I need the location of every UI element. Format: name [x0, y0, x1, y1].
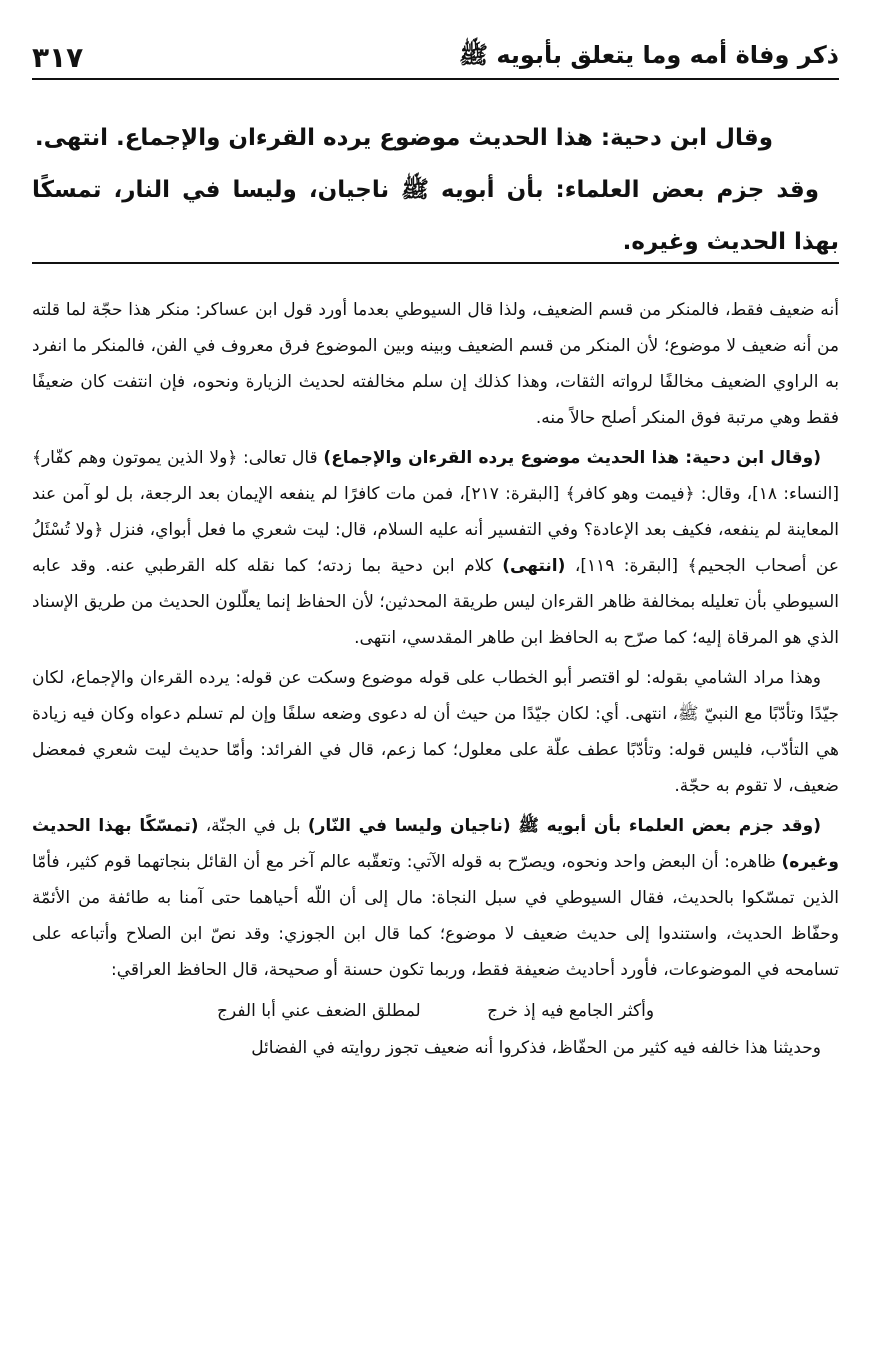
- page-header: [32, 36, 839, 80]
- section-divider: [32, 262, 839, 264]
- commentary-paragraph: [32, 440, 839, 656]
- main-paragraph: وقد جزم بعض العلماء: بأن أبويه ﷺ ناجيان، وليسا في النار، تمسكًا بهذا الحديث وغيره.: [32, 177, 839, 255]
- verse-first-hemistich: وأكثر الجامع فيه إذ خرج: [487, 1001, 655, 1021]
- commentary-paragraph: أنه ضعيف فقط، فالمنكر من قسم الضعيف، ولذا قال السيوطي بعدما أورد قول ابن عساكر: منكر هذا حجّة لما قلته من أنه ضعيف لا موضوع؛ لأن المنكر من قسم الضعيف وبينه وبين الموضوع فرق معروف في الفن، فالمنكر ما انفرد به الراوي الضعيف مخالفًا لرواته الثقات، وهذا كذلك إن سلم مخالفته لحديث الزيارة ونحوه، فإن انتفت كان ضعيفًا فقط وهي مرتبة فوق المنكر أصلح حالاً منه.: [32, 300, 839, 428]
- chapter-title: ذكر وفاة أمه وما يتعلق بأبويه ﷺ: [458, 40, 839, 69]
- commentary-text: قال تعالى: ﴿ولا الذين يموتون وهم كفّار﴾ [النساء: ١٨]، وقال: ﴿فيمت وهو كافر﴾ [البقرة: ٢١٧]، فمن مات كافرًا لم ينفعه الإيمان بعد الرجعة، بل لو آمن عند المعاينة لم ينفعه، فكيف بعد الإعادة؟ وفي التفسير أنه عليه السلام، قال: ليت شعري ما فعل أبواي، فنزل ﴿ولا تُسْئَلُ عن أصحاب الجحيم﴾ [البقرة: ١١٩]،: [32, 448, 839, 576]
- page-number: ٣١٧: [32, 40, 84, 74]
- main-paragraph: وقال ابن دحية: هذا الحديث موضوع يرده القرءان والإجماع. انتهى.: [34, 125, 773, 151]
- poetry-verse: [32, 992, 839, 1030]
- commentary-text: بل في الجنّة،: [198, 816, 308, 836]
- quoted-text: (وقال ابن دحية: هذا الحديث موضوع يرده القرءان والإجماع): [323, 448, 821, 468]
- commentary-paragraph: [32, 808, 839, 988]
- commentary-text: كلام ابن دحية بما زدته؛ كما نقله كله القرطبي عنه. وقد عابه السيوطي بأن تعليله بمخالفة ظاهر القرءان ليس طريقة المحدثين؛ لأن الحفاظ إنما يعلّلون الحديث من طريق الإسناد الذي هو المرقاة إليه؛ كما صرّح به الحافظ ابن طاهر المقدسي، انتهى.: [32, 556, 839, 648]
- quoted-text: (تمسّكًا بهذا الحديث وغيره): [32, 816, 839, 872]
- commentary: [32, 292, 839, 1070]
- commentary-paragraph: وهذا مراد الشامي بقوله: لو اقتصر أبو الخطاب على قوله موضوع وسكت عن قوله: يرده القرءان والإجماع، لكان جيّدًا وتأدّبًا مع النبيّ ﷺ، انتهى. أي: لكان جيّدًا من حيث أن له دعوى وضعه سلفًا وإن لم تسلم دعواه وكان فيه زيادة هي التأدّب، فليس قوله: وتأدّبًا عطف علّة على معلول؛ كما زعم، قال في الفرائد: وأمّا حديث ليت شعري فمعضل ضعيف، لا تقوم به حجّة.: [32, 668, 839, 796]
- commentary-text: ظاهره: أن البعض واحد ونحوه، ويصرّح به قوله الآتي: وتعقّبه عالم آخر مع أن القائل بنجاتهما قوم كثير، فأمّا الذين تمسّكوا بالحديث، فقال السيوطي في سبل النجاة: مال إلى أن اللّه أحياهما حتى آمنا به طائفة من الأئمّة وحفّاظ الحديث، واستندوا إلى حديث ضعيف لا موضوع؛ كما قال ابن الجوزي: وقد نصّ ابن الصلاح وأتباعه على تسامحه في الموضوعات، فأورد أحاديث ضعيفة فقط، وربما تكون حسنة أو صحيحة، قال الحافظ العراقي:: [32, 852, 839, 980]
- quoted-text: (انتهى): [502, 556, 566, 576]
- verse-second-hemistich: لمطلق الضعف عني أبا الفرج: [216, 1001, 421, 1021]
- commentary-paragraph: وحديثنا هذا خالفه فيه كثير من الحفّاظ، فذكروا أنه ضعيف تجوز روايته في الفضائل: [251, 1038, 821, 1058]
- quoted-text: (وقد جزم بعض العلماء بأن أبويه ﷺ (ناجيان وليسا في النّار): [307, 816, 821, 836]
- main-text: [32, 112, 839, 268]
